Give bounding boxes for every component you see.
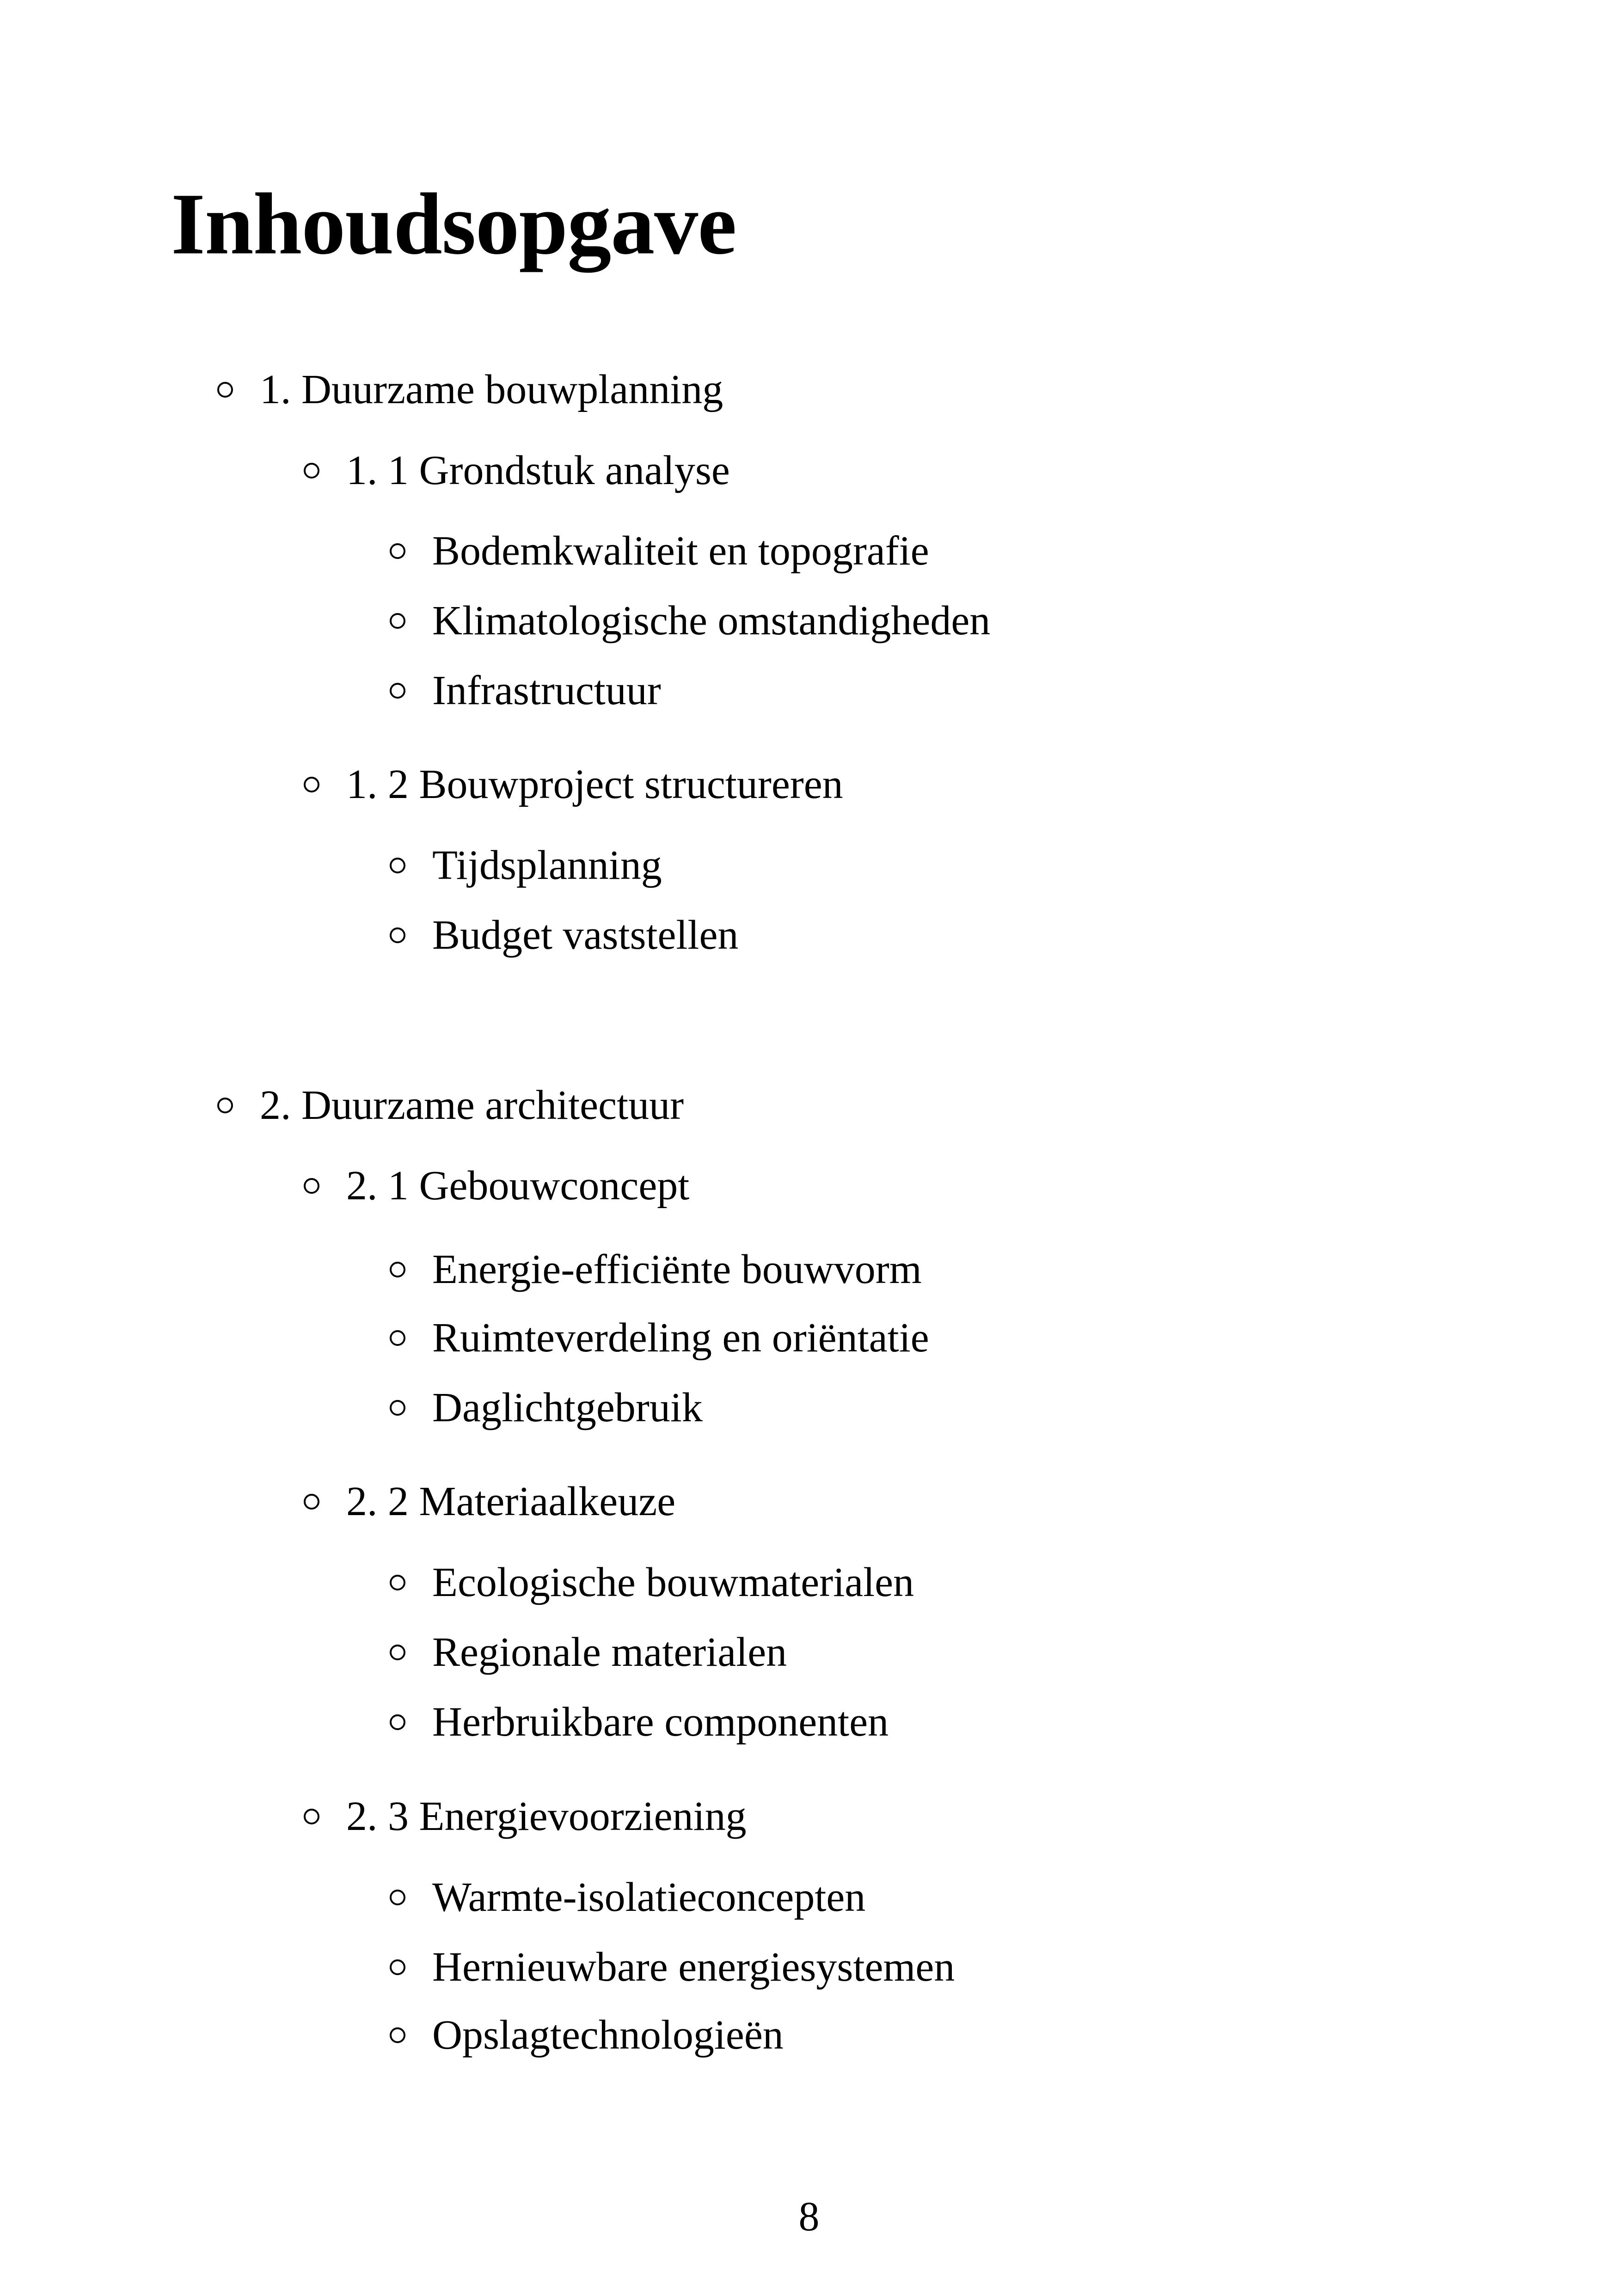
toc-subsection-label: 2. 1 Gebouwconcept: [346, 1163, 690, 1209]
toc-subsection-label: 1. 2 Bouwproject structureren: [346, 761, 843, 807]
toc-section-label: 1. Duurzame bouwplanning: [260, 367, 723, 412]
toc-section-label: 2. Duurzame architectuur: [260, 1082, 684, 1128]
toc-item-label: Opslagtechnologieën: [432, 2012, 784, 2058]
circle-bullet-icon: [217, 1098, 233, 1113]
toc-item-label: Klimatologische omstandigheden: [432, 598, 991, 644]
toc-item-label: Bodemkwaliteit en topografie: [432, 528, 929, 574]
page-number: 8: [798, 2194, 820, 2240]
circle-bullet-icon: [304, 1178, 319, 1194]
circle-bullet-icon: [390, 1645, 405, 1660]
circle-bullet-icon: [390, 858, 405, 873]
circle-bullet-icon: [390, 543, 405, 559]
toc-item-label: Hernieuwbare energiesystemen: [432, 1944, 955, 1990]
circle-bullet-icon: [304, 777, 319, 792]
circle-bullet-icon: [390, 1890, 405, 1905]
circle-bullet-icon: [390, 1330, 405, 1346]
toc-item-label: Ruimteverdeling en oriëntatie: [432, 1315, 929, 1361]
circle-bullet-icon: [390, 2027, 405, 2043]
toc-item-label: Budget vaststellen: [432, 912, 739, 958]
circle-bullet-icon: [217, 382, 233, 398]
circle-bullet-icon: [390, 1959, 405, 1975]
circle-bullet-icon: [390, 1262, 405, 1277]
toc-item-label: Tijdsplanning: [432, 842, 662, 888]
circle-bullet-icon: [390, 613, 405, 629]
page-title: Inhoudsopgave: [171, 176, 736, 273]
toc-item-label: Energie-efficiënte bouwvorm: [432, 1246, 922, 1292]
toc-item-label: Ecologische bouwmaterialen: [432, 1559, 914, 1605]
toc-subsection-label: 2. 3 Energievoorziening: [346, 1793, 747, 1839]
circle-bullet-icon: [390, 927, 405, 943]
circle-bullet-icon: [304, 1809, 319, 1824]
toc-item-label: Infrastructuur: [432, 668, 661, 713]
circle-bullet-icon: [390, 683, 405, 699]
toc-subsection-label: 2. 2 Materiaalkeuze: [346, 1479, 676, 1524]
circle-bullet-icon: [390, 1575, 405, 1590]
toc-item-label: Daglichtgebruik: [432, 1385, 703, 1430]
circle-bullet-icon: [304, 1494, 319, 1510]
toc-subsection-label: 1. 1 Grondstuk analyse: [346, 448, 730, 493]
circle-bullet-icon: [304, 463, 319, 479]
circle-bullet-icon: [390, 1400, 405, 1416]
toc-item-label: Herbruikbare componenten: [432, 1699, 889, 1745]
toc-item-label: Regionale materialen: [432, 1629, 787, 1675]
toc-item-label: Warmte-isolatieconcepten: [432, 1874, 866, 1920]
circle-bullet-icon: [390, 1714, 405, 1730]
